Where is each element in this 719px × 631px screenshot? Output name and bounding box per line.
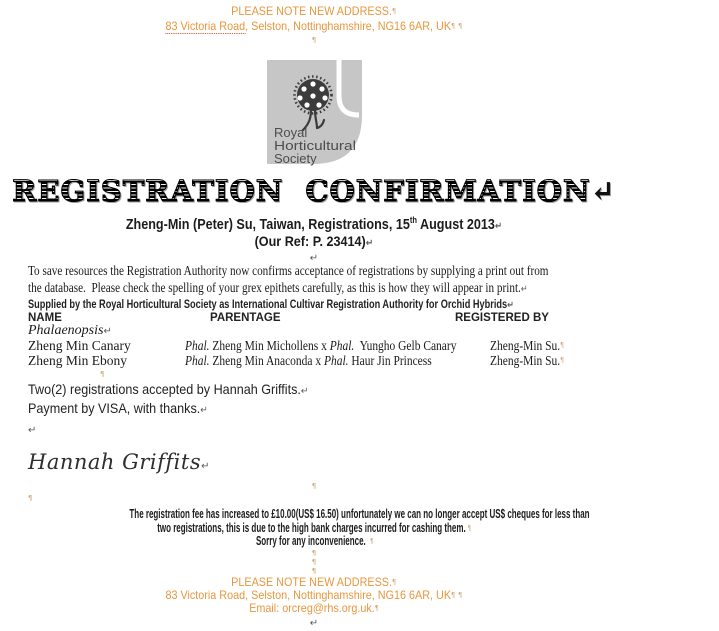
rhs-logo <box>0 60 628 164</box>
formatting-mark-row: ¶ <box>311 482 317 490</box>
acceptance-block <box>28 381 628 419</box>
new-address-heading: PLEASE NOTE NEW ADDRESS.¶ <box>231 574 397 589</box>
grex-name: Zheng Min Canary <box>28 338 131 353</box>
supplied-by-line: Supplied by the Royal Horticultural Society as International Cultivar Registration Authority for Orchid Hybrids↵ <box>28 299 514 311</box>
address-line: 83 Victoria Road, Selston, Nottinghamshire, NG16 6AR, UK¶ ¶ <box>165 587 463 602</box>
return-mark: ↵ <box>590 174 616 208</box>
return-mark: ↵ <box>300 386 309 397</box>
reference-line: (Our Ref: P. 23414)↵ <box>254 233 374 249</box>
return-mark: ↵ <box>507 300 514 311</box>
email-line: Email: orcreg@rhs.org.uk.¶ <box>249 600 379 615</box>
paragraph-mark: ¶ <box>560 356 564 364</box>
registrations-table <box>0 312 628 368</box>
formatting-mark-row: ↵ <box>309 617 319 629</box>
paragraph-mark: ¶ <box>392 7 397 15</box>
new-address-banner-bottom <box>0 576 628 615</box>
rhs-logo-graphic <box>267 60 362 164</box>
grex-row <box>0 353 628 368</box>
paragraph-mark: ¶ <box>458 590 463 599</box>
return-mark: ↵ <box>520 284 528 295</box>
registrant: Zheng-Min Su.¶ <box>490 338 564 353</box>
address-underlined: 83 Victoria Road <box>165 19 246 33</box>
paragraph-mark: ¶ <box>369 537 373 545</box>
formatting-mark-row: ¶ <box>311 557 317 566</box>
ordinal-superscript: th <box>409 215 418 225</box>
recipient-line: Zheng-Min (Peter) Su, Taiwan, Registrations, 15th August 2013↵ <box>125 215 503 233</box>
paragraph-mark: ¶ <box>451 22 456 30</box>
table-header-parentage: PARENTAGE <box>210 312 281 324</box>
formatting-mark-row: ¶ <box>311 36 317 44</box>
document-page <box>0 4 628 629</box>
logo-text-horticultural: Horticultural <box>273 138 356 153</box>
genus-line: Phalaenopsis↵ <box>28 323 112 338</box>
paragraph-mark: ¶ <box>560 341 564 349</box>
new-address-banner-top <box>0 4 628 34</box>
return-mark: ↵ <box>365 238 374 249</box>
logo-text-royal: Royal <box>273 125 307 140</box>
new-address-heading: PLEASE NOTE NEW ADDRESS.¶ <box>231 4 397 18</box>
table-header-name: NAME <box>28 312 62 324</box>
signature: Hannah Griffits↵ <box>28 450 211 474</box>
parentage: Phal. Zheng Min Michollens x Phal. Yungho Gelb Canary <box>185 338 457 353</box>
table-header-row <box>0 312 628 324</box>
address-line: 83 Victoria Road, Selston, Nottinghamshire, NG16 6AR, UK¶ ¶ <box>165 19 463 33</box>
accepted-line: Two(2) registrations accepted by Hannah Griffits.↵ <box>28 381 309 397</box>
paragraph-mark: ¶ <box>374 603 379 612</box>
formatting-mark-row: ↵ <box>28 425 37 436</box>
logo-text-society: Society <box>273 151 317 166</box>
payment-line: Payment by VISA, with thanks.↵ <box>28 400 208 416</box>
paragraph-mark: ¶ <box>458 22 463 30</box>
paragraph-mark: ¶ <box>467 523 471 532</box>
formatting-mark-row: ¶ <box>100 370 105 378</box>
document-title: REGISTRATION CONFIRMATION↵ <box>12 174 616 208</box>
paragraph-mark: ¶ <box>451 590 456 599</box>
table-header-registered-by: REGISTERED BY <box>455 312 549 324</box>
grex-name: Zheng Min Ebony <box>28 353 127 368</box>
return-mark: ↵ <box>200 405 208 416</box>
paragraph-mark: ¶ <box>392 577 397 586</box>
registrant: Zheng-Min Su.¶ <box>490 353 564 368</box>
formatting-mark-row: ¶ <box>311 548 317 557</box>
fee-notice: The registration fee has increased to £10.00(US$ 16.50) unfortunately we can no longer accept US$ cheques for less than two registrations, this is due to the high bank charges incurred for cashing them. ¶ Sorry for any inconvenience. ¶ <box>129 507 590 548</box>
formatting-mark-row: ¶ <box>28 494 33 502</box>
return-mark: ↵ <box>495 221 503 232</box>
return-mark: ↵ <box>103 326 112 337</box>
intro-paragraph: To save resources the Registration Authority now confirms acceptance of registrations by supplying a print out from the database. Please check the spelling of your grex epithets carefully, as this is how they will appear in print.↵ <box>28 264 549 296</box>
grex-row <box>0 338 628 353</box>
formatting-mark-row: ↵ <box>309 253 319 264</box>
return-mark: ↵ <box>201 461 211 472</box>
parentage: Phal. Zheng Min Anaconda x Phal. Haur Jin Princess <box>185 353 432 368</box>
formatting-mark-row: ¶ <box>311 566 317 575</box>
